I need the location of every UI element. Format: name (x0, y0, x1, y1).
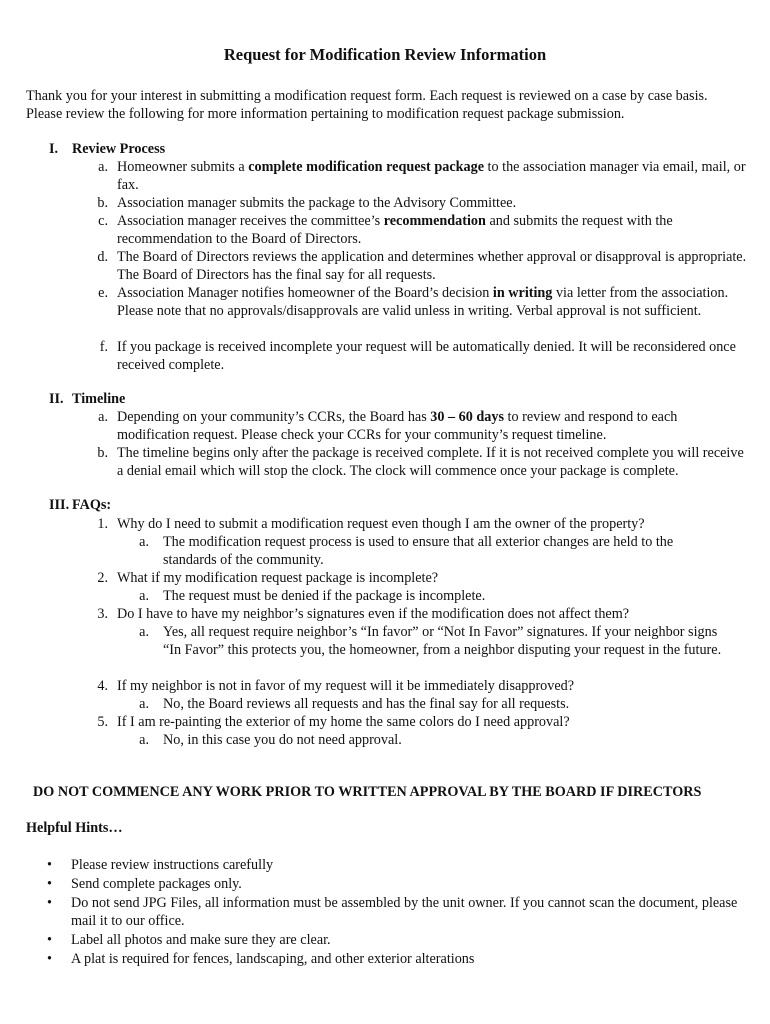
faq-question: If my neighbor is not in favor of my request will it be immediately disapproved? (117, 678, 575, 694)
item-label: b. (97, 445, 108, 461)
item-text: The Board of Directors reviews the application and determines whether approval or disapproval is appropriate. The Board of Directors has the final say for all requests. (117, 249, 747, 283)
faq-number: 4. (97, 678, 108, 694)
item-text-part: Association Manager notifies homeowner of the Board’s decision (117, 285, 493, 301)
item-text: The timeline begins only after the package is received complete. If it is not received complete you will receive a denial email which will stop the clock. The clock will commence once your package is complete. (117, 445, 744, 479)
item-text-emphasis: complete modification request package (248, 159, 484, 175)
faq-answer-label: a. (139, 696, 149, 712)
item-text-part: to review and respond to each modification request. Please check your CCRs for your community’s request timeline. (117, 409, 678, 443)
bullet-icon: • (47, 932, 52, 948)
intro-paragraph: Thank you for your interest in submitting a modification request form. Each request is reviewed on a case by case basis. Please review the following for more information pertaining to modification request package submission. (26, 88, 708, 122)
faq-answer-label: a. (139, 534, 149, 550)
faq-number: 2. (97, 570, 108, 586)
faq-question: If I am re-painting the exterior of my home the same colors do I need approval? (117, 714, 570, 730)
hint-text: A plat is required for fences, landscaping, and other exterior alterations (71, 951, 475, 967)
bullet-icon: • (47, 857, 52, 873)
faq-question: Do I have to have my neighbor’s signatures even if the modification does not affect them? (117, 606, 630, 622)
hint-text: Label all photos and make sure they are clear. (71, 932, 331, 948)
item-label: f. (99, 339, 108, 355)
item-text-emphasis: in writing (492, 285, 553, 301)
item-text (117, 408, 747, 444)
faq-question: Why do I need to submit a modification request even though I am the owner of the property? (117, 516, 645, 532)
item-label: a. (98, 409, 108, 425)
faq-answer: The request must be denied if the package is incomplete. (163, 588, 486, 604)
item-label: b. (97, 195, 108, 211)
faq-answer: No, in this case you do not need approval. (163, 732, 402, 748)
section-number: III. (49, 497, 70, 513)
item-text-part: via letter from the association. Please note that no approvals/disapprovals are valid unless in writing. Verbal approval is not sufficient. (117, 285, 729, 319)
item-text: If you package is received incomplete your request will be automatically denied. It will be reconsidered once received complete. (117, 339, 736, 373)
item-text-part: and submits the request with the recommendation to the Board of Directors. (117, 213, 673, 247)
section-number: I. (49, 141, 59, 157)
faq-answer-label: a. (139, 624, 149, 640)
hint-text: Please review instructions carefully (71, 857, 274, 873)
bullet-icon: • (47, 895, 52, 911)
bullet-icon: • (47, 876, 52, 892)
faq-answer-label: a. (139, 732, 149, 748)
bullet-icon: • (47, 951, 52, 967)
item-label: a. (98, 159, 108, 175)
item-label: d. (97, 249, 108, 265)
item-text (117, 284, 747, 320)
item-text-emphasis: 30 – 60 days (430, 409, 504, 425)
faq-number: 1. (97, 516, 108, 532)
item-text (117, 212, 747, 248)
item-text-part: Homeowner submits a (117, 159, 249, 175)
hint-text: Send complete packages only. (71, 876, 242, 892)
item-text-part: to the association manager via email, mail, or fax. (117, 159, 746, 193)
section-title: Timeline (72, 391, 126, 407)
item-text-part: Association manager receives the committee’s (117, 213, 384, 229)
faq-answer: No, the Board reviews all requests and has the final say for all requests. (163, 696, 570, 712)
faq-answer: The modification request process is used to ensure that all exterior changes are held to the standards of the community. (163, 534, 674, 568)
warning-notice: DO NOT COMMENCE ANY WORK PRIOR TO WRITTEN APPROVAL BY THE BOARD IF DIRECTORS (33, 784, 702, 800)
item-label: c. (98, 213, 108, 229)
item-text-part: Depending on your community’s CCRs, the Board has (117, 409, 431, 425)
faq-answer-label: a. (139, 588, 149, 604)
faq-question: What if my modification request package is incomplete? (117, 570, 439, 586)
hints-title: Helpful Hints… (26, 820, 123, 836)
faq-answer: Yes, all request require neighbor’s “In favor” or “Not In Favor” signatures. If your neighbor signs “In Favor” this protects you, the homeowner, from a neighbor disputing your request in the future. (163, 624, 722, 658)
item-label: e. (98, 285, 108, 301)
item-text: Association manager submits the package to the Advisory Committee. (117, 195, 517, 211)
faq-number: 3. (97, 606, 108, 622)
item-text-emphasis: recommendation (383, 213, 486, 229)
section-number: II. (49, 391, 64, 407)
section-title: Review Process (72, 141, 166, 157)
section-title: FAQs: (72, 497, 112, 513)
document-title: Request for Modification Review Information (223, 45, 547, 64)
hint-text: Do not send JPG Files, all information must be assembled by the unit owner. If you cannot scan the document, please mail it to our office. (71, 895, 738, 929)
item-text (117, 158, 747, 194)
faq-number: 5. (97, 714, 108, 730)
